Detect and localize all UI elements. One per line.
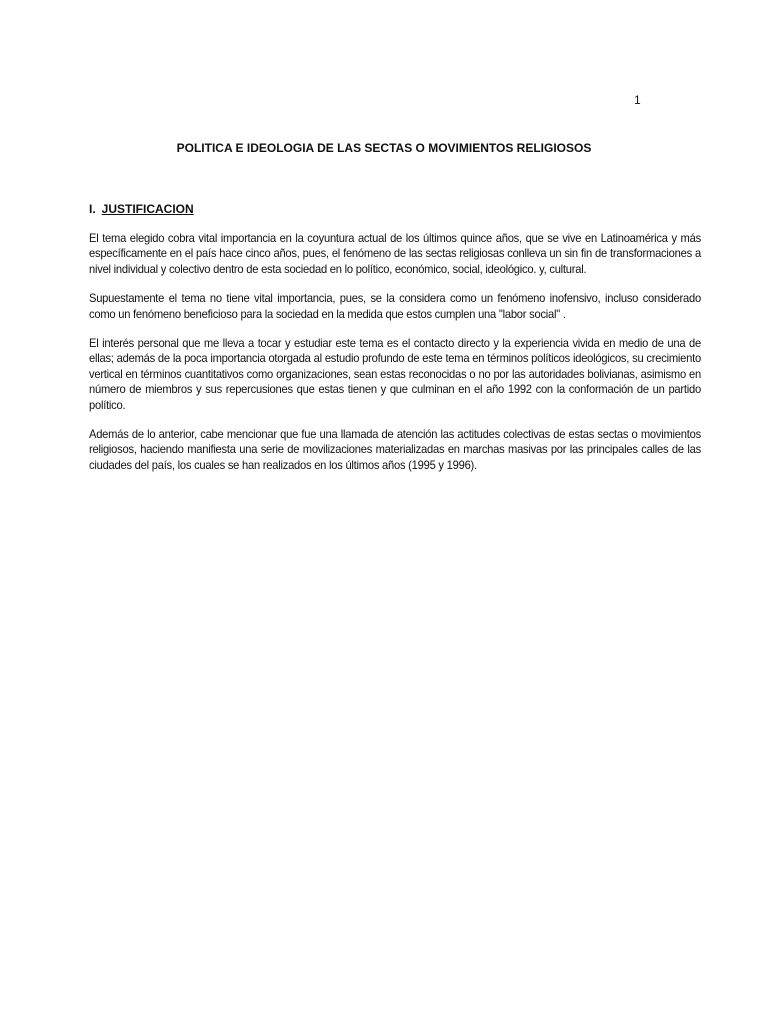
paragraph-4: Además de lo anterior, cabe mencionar que fue una llamada de atención las actitudes colectivas de estas sectas o movimientos religiosos, haciendo manifiesta una serie de movilizaciones materializadas en marchas masivas por las principales calles de las ciudades del país, los cuales se han realizados en los últimos años (1995 y 1996). [89, 427, 701, 472]
section-number: I. [89, 202, 96, 216]
document-title: POLITICA E IDEOLOGIA DE LAS SECTAS O MOVIMIENTOS RELIGIOSOS [176, 141, 592, 155]
paragraph-1: El tema elegido cobra vital importancia en la coyuntura actual de los últimos quince años, que se vive en Latinoamérica y más específicamente en el país hace cinco años, pues, el fenómeno de las sectas religiosas conlleva un sin fin de transformaciones a nivel individual y colectivo dentro de esta sociedad en lo político, económico, social, ideológico. y, cultural. [89, 231, 701, 276]
paragraph-2: Supuestamente el tema no tiene vital importancia, pues, se la considera como un fenómeno inofensivo, incluso considerado como un fenómeno beneficioso para la sociedad en la medida que estos cumplen una "labor social" . [89, 291, 701, 321]
page-number: 1 [634, 93, 641, 107]
section-heading-label: JUSTIFICACION [101, 202, 194, 216]
body-text [89, 231, 701, 487]
paragraph-3: El interés personal que me lleva a tocar y estudiar este tema es el contacto directo y la experiencia vivida en medio de una de ellas; además de la poca importancia otorgada al estudio profundo de este tema en términos políticos ideológicos, su crecimiento vertical en términos cuantitativos como organizaciones, sean estas reconocidas o no por las autoridades bolivianas, asimismo en número de miembros y sus repercusiones que estas tienen y que culminan en el año 1992 con la conformación de un partido político. [89, 336, 701, 412]
section-heading [89, 201, 194, 217]
